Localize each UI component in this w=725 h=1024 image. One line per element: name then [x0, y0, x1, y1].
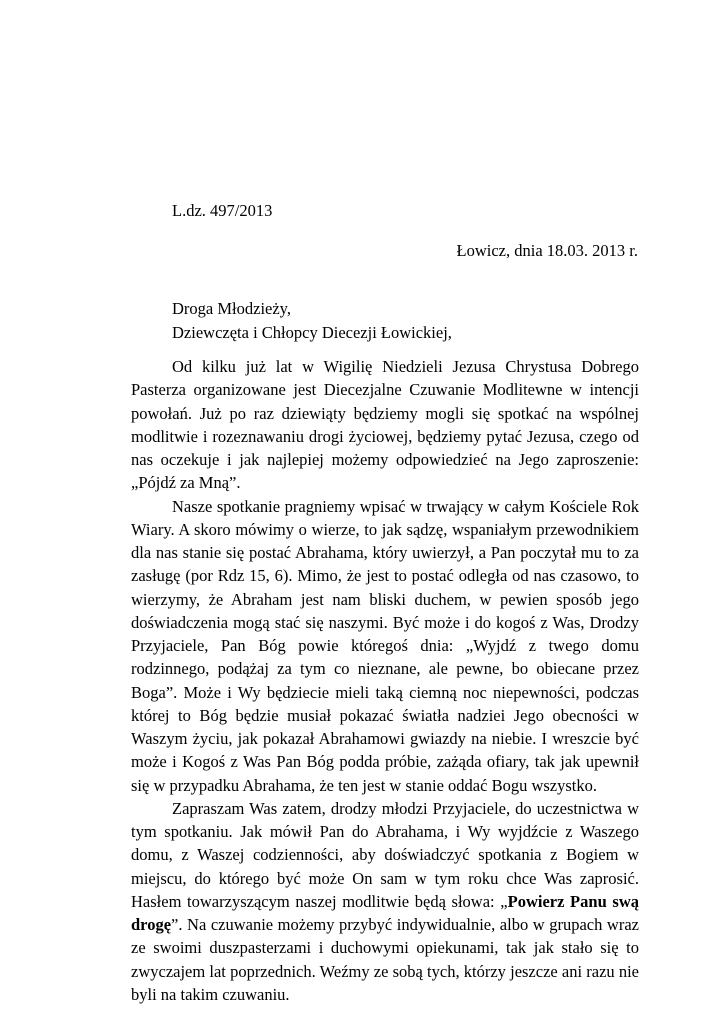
place-and-date: Łowicz, dnia 18.03. 2013 r.: [456, 241, 638, 260]
reference-number: L.dz. 497/2013: [172, 201, 273, 220]
salutation-line-1: Droga Młodzieży,: [172, 299, 291, 318]
salutation: [172, 297, 452, 345]
paragraph-3: [131, 797, 639, 1006]
paragraph-3-text-start: Zapraszam Was zatem, drodzy młodzi Przyjaciele, do uczestnictwa w tym spotkaniu. Jak mówił Pan do Abrahama, i Wy wyjdźcie z Waszego domu, z Waszej codzienności, aby doświadczyć spotkania z Bogiem w miejscu, do którego być może On sam w tym roku chce Was zaprosić. Hasłem towarzyszącym naszej modlitwie będą słowa: „: [131, 798, 639, 911]
paragraph-3-text-end: ”. Na czuwanie możemy przybyć indywidualnie, albo w grupach wraz ze swoimi duszpasterzami i duchowymi opiekunami, tak jak stało się to zwyczajem lat poprzednich. Weźmy ze sobą tych, którzy jeszcze ani razu nie byli na takim czuwaniu.: [131, 915, 639, 1004]
letter-body: [131, 355, 639, 1006]
paragraph-2: Nasze spotkanie pragniemy wpisać w trwający w całym Kościele Rok Wiary. A skoro mówimy o wierze, to jak sądzę, wspaniałym przewodnikiem dla nas stanie się postać Abrahama, który uwierzył, a Pan poczytał mu to za zasługę (por Rdz 15, 6). Mimo, że jest to postać odległa od nas czasowo, to wierzymy, że Abraham jest nam bliski duchem, w pewien sposób jego doświadczenia mogą stać się naszymi. Być może i do kogoś z Was, Drodzy Przyjaciele, Pan Bóg powie któregoś dnia: „Wyjdź z twego domu rodzinnego, podążaj za tym co nieznane, ale pewne, bo obiecane przez Boga”. Może i Wy będziecie mieli taką ciemną noc niepewności, podczas której to Bóg będzie musiał pokazać światła nadziei Jego obecności w Waszym życiu, jak pokazał Abrahamowi gwiazdy na niebie. I wreszcie być może i Kogoś z Was Pan Bóg podda próbie, zażąda ofiary, tak jak upewnił się w przypadku Abrahama, że ten jest w stanie oddać Bogu wszystko.: [131, 496, 639, 795]
paragraph-1: Od kilku już lat w Wigilię Niedzieli Jezusa Chrystusa Dobrego Pasterza organizowane jest Diecezjalne Czuwanie Modlitewne w intencji powołań. Już po raz dziewiąty będziemy mogli się spotkać na wspólnej modlitwie i rozeznawaniu drogi życiowej, będziemy pytać Jezusa, czego od nas oczekuje i jak najlepiej możemy odpowiedzieć na Jego zaproszenie: „Pójdź za Mną”.: [131, 357, 639, 493]
salutation-line-2: Dziewczęta i Chłopcy Diecezji Łowickiej,: [172, 323, 452, 342]
motto-bold-text: Powierz Panu swą drogę: [131, 891, 639, 934]
